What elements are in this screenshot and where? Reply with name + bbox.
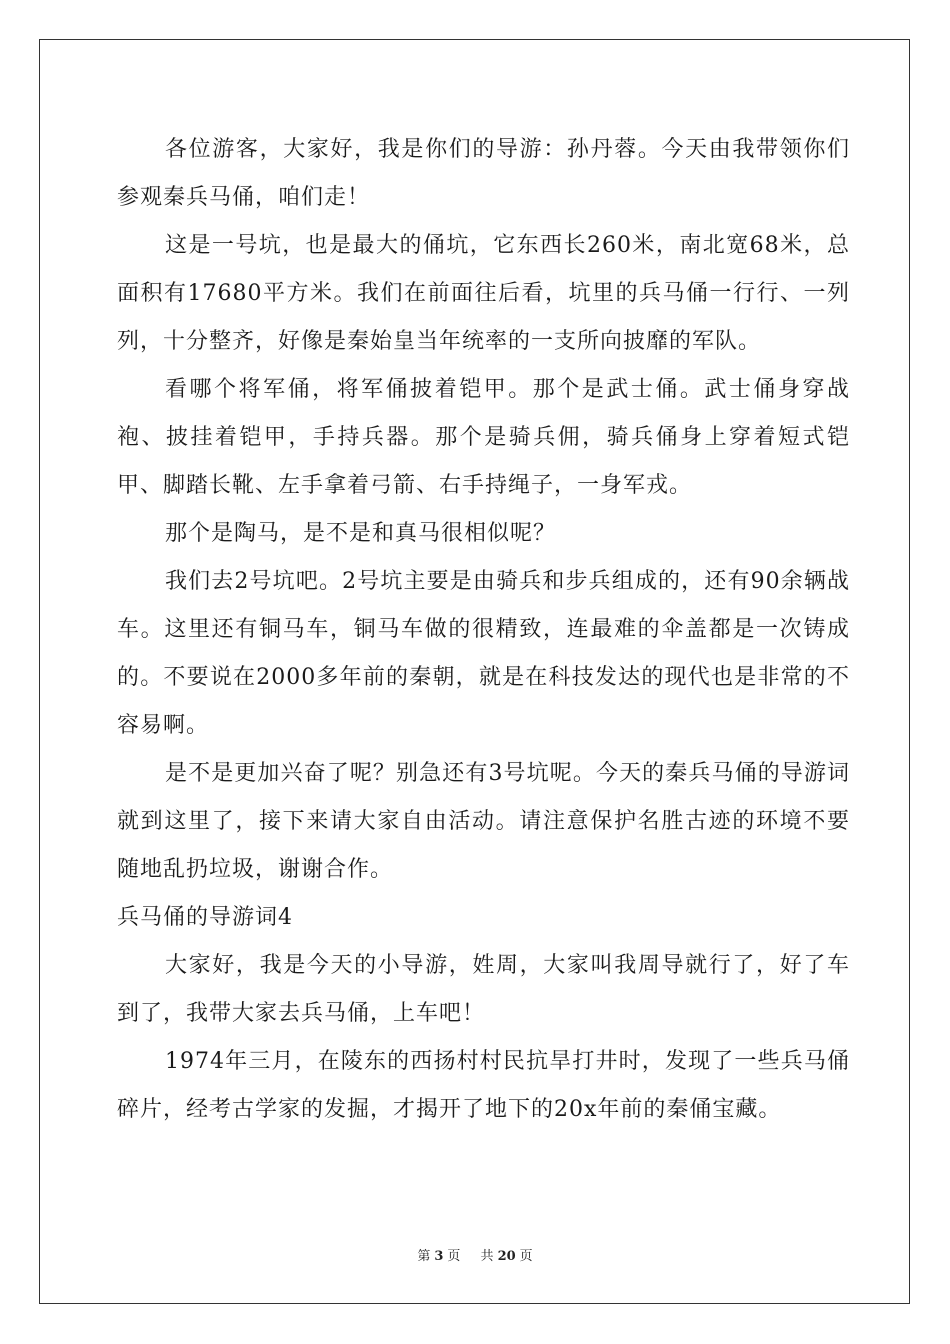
total-suffix: 页 — [519, 1249, 533, 1264]
total-prefix: 共 — [480, 1249, 494, 1264]
paragraph: 是不是更加兴奋了呢？别急还有3号坑呢。今天的秦兵马俑的导游词就到这里了，接下来请大家自由活动。请注意保护名胜古迹的环境不要随地乱扔垃圾，谢谢合作。 — [117, 761, 850, 882]
page-indicator — [413, 1249, 464, 1264]
page-prefix: 第 — [417, 1249, 431, 1264]
document-body — [117, 126, 850, 1134]
page-number: 3 — [434, 1249, 444, 1264]
paragraph: 各位游客，大家好，我是你们的导游：孙丹蓉。今天由我带领你们参观秦兵马俑，咱们走！ — [117, 137, 850, 210]
paragraph: 1974年三月，在陵东的西扬村村民抗旱打井时，发现了一些兵马俑碎片，经考古学家的发掘，才揭开了地下的20x年前的秦俑宝藏。 — [117, 1049, 850, 1122]
section-heading: 兵马俑的导游词4 — [117, 905, 293, 930]
total-indicator — [477, 1249, 537, 1264]
paragraph: 看哪个将军俑，将军俑披着铠甲。那个是武士俑。武士俑身穿战袍、披挂着铠甲，手持兵器。那个是骑兵佣，骑兵俑身上穿着短式铠甲、脚踏长靴、左手拿着弓箭、右手持绳子，一身军戎。 — [117, 377, 850, 498]
paragraph: 我们去2号坑吧。2号坑主要是由骑兵和步兵组成的，还有90余辆战车。这里还有铜马车，铜马车做的很精致，连最难的伞盖都是一次铸成的。不要说在2000多年前的秦朝，就是在科技发达的现代也是非常的不容易啊。 — [117, 569, 850, 738]
paragraph: 大家好，我是今天的小导游，姓周，大家叫我周导就行了，好了车到了，我带大家去兵马俑，上车吧！ — [117, 953, 850, 1026]
paragraph: 那个是陶马，是不是和真马很相似呢？ — [165, 521, 557, 546]
page-footer — [0, 1245, 950, 1264]
page-suffix: 页 — [447, 1249, 461, 1264]
paragraph: 这是一号坑，也是最大的俑坑，它东西长260米，南北宽68米，总面积有17680平方米。我们在前面往后看，坑里的兵马俑一行行、一列列，十分整齐，好像是秦始皇当年统率的一支所向披靡的军队。 — [117, 233, 850, 354]
total-pages: 20 — [497, 1249, 516, 1264]
